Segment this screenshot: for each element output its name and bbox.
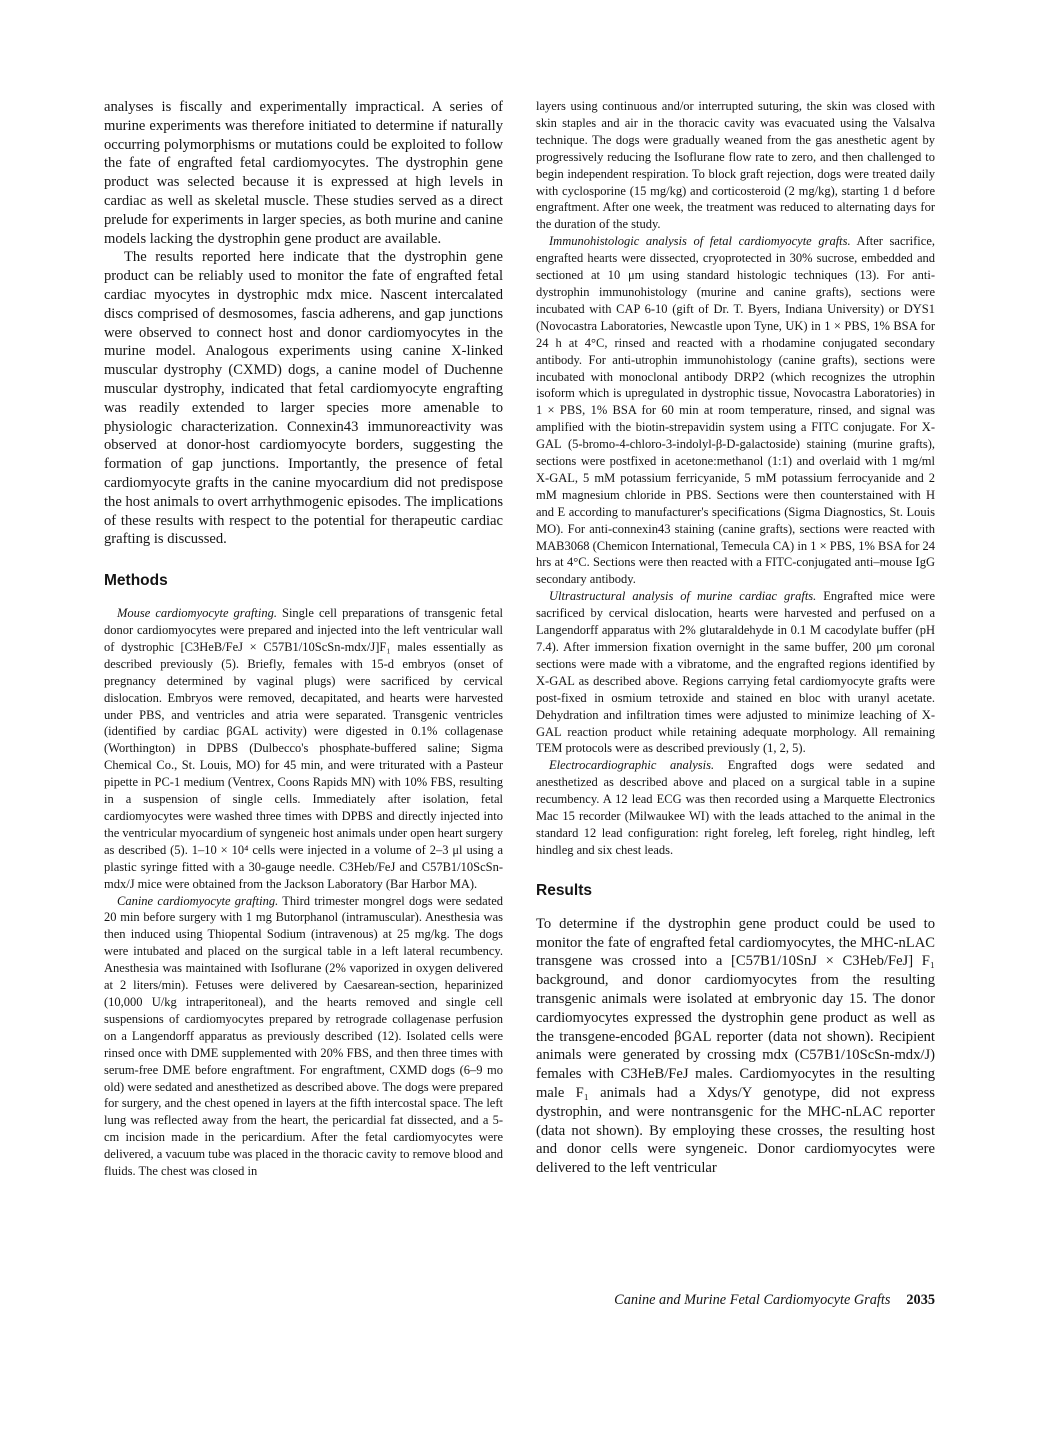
methods-paragraph-canine-grafting-continuation: layers using continuous and/or interrupted suturing, the skin was closed with skin staples and air in the thoracic cavity was evacuated using the Valsalva technique. The dogs were gradually weaned from the gas anesthetic agent by progressively reducing the Isoflurane flow rate to zero, and then challenged to begin independent respiration. To block graft rejection, dogs were treated daily with cyclosporine (15 mg/kg) and corticosteroid (2 mg/kg), starting 1 d before engraftment. After one week, the treatment was reduced to alternating days for the duration of the study. — [536, 99, 935, 232]
footer-running-title: Canine and Murine Fetal Cardiomyocyte Grafts — [614, 1292, 891, 1308]
methods-heading: Methods — [104, 572, 168, 590]
methods-paragraph-mouse-grafting-text: Single cell preparations of transgenic fetal donor cardiomyocytes were prepared and injected into the left ventricular wall of dystrophic [C3HeB/FeJ × C57B1/10ScSn-mdx/J]F₁ males essentially as described previously (5). Briefly, females with 15-d embryos (onset of pregnancy determined by vaginal plugs) were sacrificed by cervical dislocation. Embryos were removed, decapitated, and hearts were harvested under PBS, and ventricles and atria were separated. Transgenic ventricles (identified by cardiac βGAL activity) were digested in 0.1% collagenase (Worthington) in DPBS (Dulbecco's phosphate-buffered saline; Sigma Chemical Co., St. Louis, MO) for 45 min, and were triturated with a Pasteur pipette in PC-1 medium (Ventrex, Coons Rapids MN) with 10% FBS, resulting in a suspension of single cells. Immediately after isolation, fetal cardiomyocytes were washed three times with DPBS and directly injected into the ventricular myocardium of syngeneic host animals under open heart surgery as described (5). 1–10 × 10⁴ cells were injected in a volume of 2–3 μl using a plastic syringe fitted with a 30-gauge needle. C3Heb/FeJ and C57B1/10ScSn-mdx/J mice were obtained from the Jackson Laboratory (Bar Harbor MA). — [104, 606, 503, 891]
methods-paragraph-mouse-grafting-lead: Mouse cardiomyocyte grafting. — [117, 606, 277, 621]
methods-paragraph-immunohistologic-lead: Immunohistologic analysis of fetal cardiomyocyte grafts. — [549, 234, 851, 249]
results-paragraph-1: To determine if the dystrophin gene product could be used to monitor the fate of engrafted fetal cardiomyocytes, the MHC-nLAC transgene was crossed into a [C57B1/10SnJ × C3Heb/FeJ] F₁ background, and donor cardiomyocytes from the resulting transgenic animals were isolated at embryonic day 15. The donor cardiomyocytes expressed the dystrophin gene product as well as the transgene-encoded βGAL reporter (data not shown). Recipient animals were generated by crossing mdx (C57B1/10ScSn-mdx/J) females with C3HeB/FeJ males. Cardiomyocytes in the resulting male F₁ animals had a Xdys/Y genotype, did not express dystrophin, and were nontransgenic for the MHC-nLAC reporter (data not shown). By employing these crosses, the resulting host and donor cells were syngeneic. Donor cardiomyocytes were delivered to the left ventricular — [536, 915, 935, 1177]
methods-paragraph-ultrastructural-lead: Ultrastructural analysis of murine cardiac grafts. — [549, 589, 817, 604]
methods-paragraph-electrocardiographic — [536, 757, 935, 858]
methods-paragraph-canine-grafting-text: Third trimester mongrel dogs were sedated 20 min before surgery with 1 mg Butorphanol (intramuscular). Anesthesia was then induced using Thiopental Sodium (intravenous) at 25 mg/kg. The dogs were intubated and placed on the surgical table in a left lateral recumbency. Anesthesia was maintained with Isoflurane (2% vaporized in oxygen delivered at 2 liters/min). Fetuses were delivered by Caesarean-section, heparinized (10,000 U/kg intraperitoneal), and the hearts removed and single cell suspensions of cardiomyocytes prepared by retrograde collagenase perfusion on a Langendorff apparatus as previously described (12). Isolated cells were rinsed once with DME supplemented with 20% FBS, and then three times with serum-free DME before engraftment. For engraftment, CXMD dogs (6–9 mo old) were sedated and anesthetized as described above. The dogs were prepared for surgery, and the chest opened in layers at the fifth intercostal space. The left lung was reflected away from the heart, the pericardial fat dissected, and a 5-cm incision made in the pericardium. After the fetal cardiomyocytes were delivered, a vacuum tube was placed in the thoracic cavity to remove blood and fluids. The chest was closed in — [104, 893, 503, 1179]
footer-page-number: 2035 — [906, 1292, 935, 1308]
methods-paragraph-immunohistologic-text: After sacrifice, engrafted hearts were dissected, cryoprotected in 30% sucrose, embedded and sectioned at 10 μm using standard histologic techniques (13). For anti-dystrophin immunohistology (murine and canine grafts), sections were incubated with CAP 6-10 (gift of Dr. T. Byers, Indiana University) or DYS1 (Novocastra Laboratories, Newcastle upon Tyne, UK) in 1 × PBS, 1% BSA for 24 h at 4°C, rinsed and reacted with a rhodamine conjugated secondary antibody. For anti-utrophin immunohistology (canine grafts), sections were incubated with monoclonal antibody DRP2 (which recognizes the utrophin isoform which is upregulated in dystrophic tissue, Novocastra Laboratories) in 1 × PBS, 1% BSA for 60 min at room temperature, rinsed, and signal was amplified with the biotin-strepavidin system using a FITC conjugate. For X-GAL (5-bromo-4-chloro-3-indolyl-β-D-galactoside) staining (murine grafts), sections were postfixed in acetone:methanol (1:1) and overlaid with 1 mg/ml X-GAL, 5 mM potassium ferricyanide, 5 mM potassium ferrocyanide and 2 mM magnesium chloride in PBS. Sections were then counterstained with H and E according to manufacturer's specifications (Sigma Diagnostics, St. Louis MO). For anti-connexin43 staining (canine grafts), sections were reacted with MAB3068 (Chemicon International, Temecula CA) in 1 × PBS, 1% BSA for 24 hrs at 4°C. Sections were then reacted with a FITC-conjugated anti–mouse IgG secondary antibody. — [536, 234, 935, 587]
page-footer — [536, 1292, 935, 1309]
results-heading: Results — [536, 881, 592, 899]
methods-paragraph-canine-grafting — [104, 893, 503, 1180]
methods-paragraph-electrocardiographic-lead: Electrocardiographic analysis. — [549, 758, 715, 773]
methods-paragraph-canine-grafting-lead: Canine cardiomyocyte grafting. — [117, 893, 279, 908]
methods-paragraph-ultrastructural — [536, 588, 935, 757]
methods-paragraph-immunohistologic — [536, 233, 935, 588]
right-column — [536, 98, 935, 1178]
left-column — [104, 98, 503, 1180]
methods-paragraph-ultrastructural-text: Engrafted mice were sacrificed by cervical dislocation, hearts were harvested and perfused on a Langendorff apparatus with 2% glutaraldehyde in 0.1 M cacodylate buffer (pH 7.4). After immersion fixation overnight in the same buffer, 200 μm coronal sections were made with a vibratome, and the engrafted regions identified by X-GAL as described above. Regions carrying fetal cardiomyocyte grafts were post-fixed in osmium tetroxide and stained en bloc with uranyl acetate. Dehydration and infiltration times were adjusted to minimize leaching of X-GAL reaction product while retaining adequate morphology. All remaining TEM protocols were as described previously (1, 2, 5). — [536, 589, 936, 756]
intro-paragraph-continuation: analyses is fiscally and experimentally impractical. A series of murine experiments was therefore initiated to determine if naturally occurring polymorphisms or mutations could be exploited to follow the fate of engrafted fetal cardiomyocytes. The dystrophin gene product was selected because it is expressed at high levels in cardiac as well as skeletal muscle. These studies served as a direct prelude for experiments in larger species, as both murine and canine models lacking the dystrophin gene product are available. — [104, 99, 503, 247]
intro-paragraph-results-summary: The results reported here indicate that the dystrophin gene product can be reliably used to monitor the fate of engrafted fetal cardiac myocytes in dystrophic mdx mice. Nascent intercalated discs comprised of desmosomes, fascia adherens, and gap junctions were observed to connect host and donor cardiomyocytes in the murine model. Analogous experiments using canine X-linked muscular dystrophy (CXMD) dogs, a canine model of Duchenne muscular dystrophy, indicated that fetal cardiomyocyte engrafting was readily extended to larger species more amenable to physiologic characterization. Connexin43 immunoreactivity was observed at donor-host cardiomyocyte borders, suggesting the formation of gap junctions. Importantly, the presence of fetal cardiomyocyte grafts in the canine myocardium did not predispose the host animals to overt arrhythmogenic episodes. The implications of these results with respect to the potential for therapeutic cardiac grafting is discussed. — [104, 249, 503, 548]
methods-paragraph-electrocardiographic-text: Engrafted dogs were sedated and anesthetized as described above and placed on a surgical table in a supine recumbency. A 12 lead ECG was then recorded using a Marquette Electronics Mac 15 recorder (Milwaukee WI) with the leads attached to the animal in the standard 12 lead configuration: right foreleg, left foreleg, right hindleg, left hindleg and six chest leads. — [536, 758, 935, 857]
methods-paragraph-mouse-grafting — [104, 605, 503, 892]
